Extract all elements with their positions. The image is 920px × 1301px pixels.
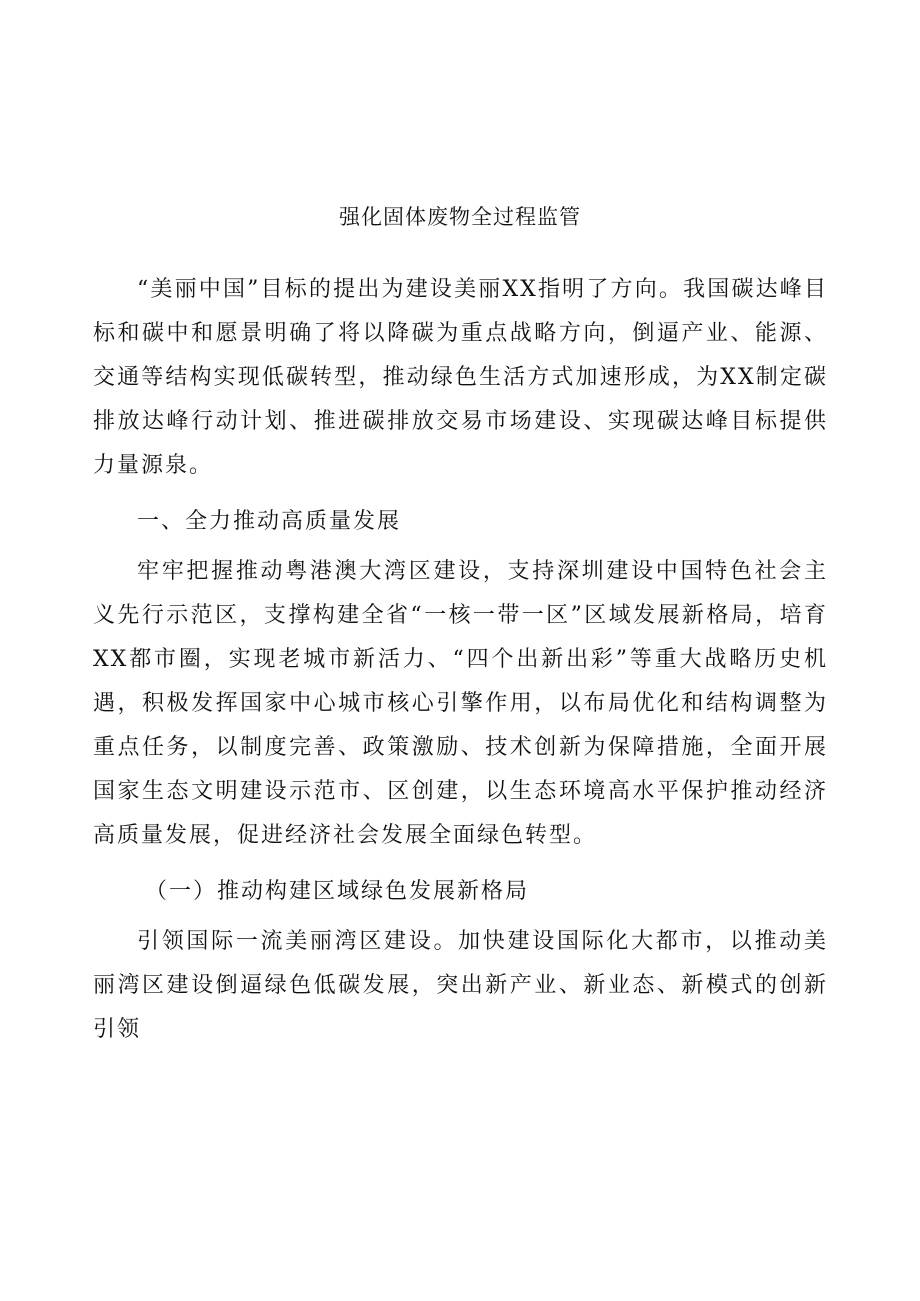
intro-paragraph: “美丽中国”目标的提出为建设美丽XX指明了方向。我国碳达峰目标和碳中和愿景明确了将以降碳为重点战略方向，倒逼产业、能源、交通等结构实现低碳转型，推动绿色生活方式加速形成，为XX制定碳排放达峰行动计划、推进碳排放交易市场建设、实现碳达峰目标提供力量源泉。	[93, 277, 828, 478]
section-1-paragraph: 牢牢把握推动粤港澳大湾区建设，支持深圳建设中国特色社会主义先行示范区，支撑构建全省“一核一带一区”区域发展新格局，培育XX都市圈，实现老城市新活力、“四个出新出彩”等重大战略历史机遇，积极发挥国家中心城市核心引擎作用，以布局优化和结构调整为重点任务，以制度完善、政策激励、技术创新为保障措施，全面开展国家生态文明建设示范市、区创建，以生态环境高水平保护推动经济高质量发展，促进经济社会发展全面绿色转型。	[93, 559, 828, 848]
document-title: 强化固体废物全过程监管	[339, 205, 581, 229]
section-1-heading: 一、全力推动高质量发展	[137, 509, 402, 534]
subsection-1-heading: （一）推动构建区域绿色发展新格局	[145, 879, 530, 904]
subsection-1-paragraph: 引领国际一流美丽湾区建设。加快建设国际化大都市，以推动美丽湾区建设倒逼绿色低碳发展，突出新产业、新业态、新模式的创新引领	[93, 929, 828, 1042]
document-body	[93, 268, 828, 1052]
